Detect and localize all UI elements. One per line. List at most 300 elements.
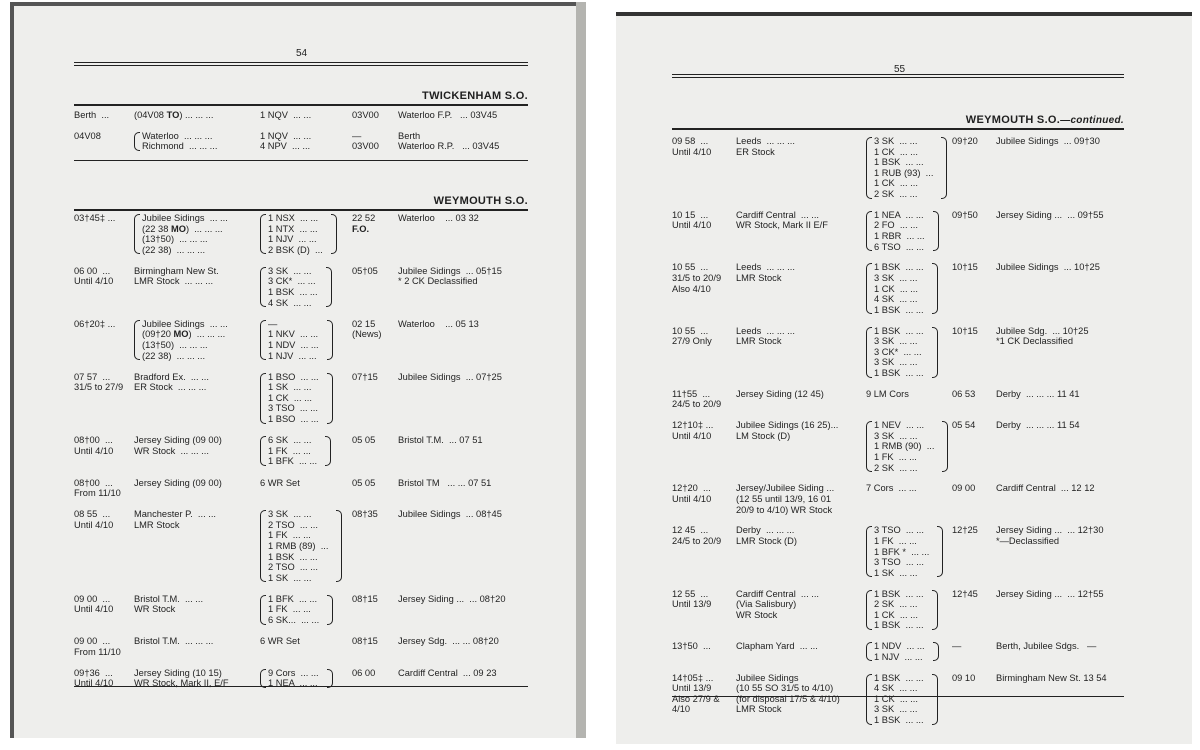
formation bbox=[866, 326, 928, 379]
departure-time bbox=[672, 389, 721, 410]
cell-line: 2 FO ... ... bbox=[874, 220, 918, 231]
cell-line: Until 4/10 bbox=[74, 445, 114, 456]
departure-time bbox=[74, 509, 113, 530]
cell-line: 09 00 ... bbox=[74, 593, 111, 604]
destination bbox=[398, 266, 502, 287]
cell-line: ER Stock ... ... ... bbox=[134, 382, 207, 393]
cell-line: 1 NDV ... ... bbox=[268, 339, 319, 350]
destination bbox=[996, 262, 1100, 273]
cell-line: (for disposal 17/5 & 4/10) bbox=[736, 693, 840, 704]
departure-time bbox=[74, 213, 115, 224]
cell-line: Jersey Siding ... ... 09†55 bbox=[996, 209, 1104, 220]
cell-line: 08†15 bbox=[352, 593, 378, 604]
destination bbox=[398, 668, 497, 679]
cell-line: 1 BSK ... ... bbox=[268, 287, 318, 298]
cell-line: 03V00 bbox=[352, 110, 379, 120]
cell-line: 1 CK ... ... bbox=[874, 283, 918, 294]
cell-line: 1 RMB (89) ... bbox=[268, 540, 329, 551]
formation bbox=[260, 636, 300, 647]
section-rule bbox=[672, 128, 1124, 130]
cell-line: Until 4/10 bbox=[74, 678, 114, 689]
cell-line: 2 SK ... ... bbox=[874, 462, 918, 473]
origin bbox=[736, 483, 834, 515]
brace bbox=[866, 421, 872, 472]
origin bbox=[134, 266, 219, 287]
cell-line: (Via Salisbury) bbox=[736, 599, 797, 610]
cell-line: (22 38) ... ... ... bbox=[142, 244, 206, 255]
cell-line: LMR Stock ... ... ... bbox=[134, 276, 214, 287]
cell-line: 1 BSK ... ... bbox=[874, 672, 924, 683]
cell-line: Until 4/10 bbox=[672, 493, 712, 504]
arrival-time bbox=[952, 641, 961, 652]
departure-time bbox=[74, 319, 115, 330]
brace bbox=[932, 327, 938, 378]
departure-time bbox=[74, 636, 121, 657]
cell-line: 12†25 bbox=[952, 525, 978, 536]
brace bbox=[327, 595, 333, 625]
departure-time bbox=[74, 372, 123, 393]
cell-line: WR Stock ... ... ... bbox=[134, 445, 209, 456]
cell-line: 1 BSK ... ... bbox=[874, 620, 924, 631]
cell-line: Waterloo ... 03 32 bbox=[398, 213, 479, 223]
cell-line: Jubilee Sidings bbox=[736, 672, 799, 683]
cell-line: 07†15 bbox=[352, 371, 378, 382]
brace bbox=[866, 137, 872, 199]
arrival-time bbox=[352, 131, 379, 152]
brace bbox=[331, 214, 337, 254]
brace bbox=[325, 436, 331, 466]
origin bbox=[134, 478, 222, 489]
cell-line: 1 NQV ... ... bbox=[260, 110, 312, 120]
cell-line: Jersey Siding (09 00) bbox=[134, 435, 222, 446]
cell-line: 1 BSK ... ... bbox=[874, 304, 924, 315]
cell-line: Until 13/9 bbox=[672, 683, 712, 694]
cell-line: (04V08 TO) ... ... ... bbox=[134, 110, 214, 120]
destination bbox=[996, 483, 1095, 494]
cell-line: 10 15 ... bbox=[672, 209, 709, 220]
formation bbox=[866, 641, 929, 662]
brace bbox=[942, 421, 948, 472]
cell-line: (13†50) ... ... ... bbox=[142, 234, 208, 245]
brace bbox=[866, 674, 872, 725]
brace bbox=[866, 211, 872, 251]
cell-line: Berth ... bbox=[74, 110, 110, 120]
brace bbox=[866, 642, 872, 661]
brace bbox=[933, 642, 939, 661]
arrival-time bbox=[952, 420, 975, 431]
destination bbox=[996, 326, 1089, 347]
origin bbox=[736, 136, 795, 157]
cell-line: Derby ... ... ... bbox=[736, 525, 795, 536]
section-end-rule bbox=[74, 686, 528, 687]
formation bbox=[866, 136, 937, 200]
arrival-time bbox=[352, 372, 378, 383]
arrival-time bbox=[352, 478, 375, 489]
brace bbox=[933, 211, 939, 251]
cell-line: Berth bbox=[398, 130, 421, 141]
cell-line: 7 Cors ... ... bbox=[866, 483, 917, 494]
cell-line: Cardiff Central ... ... bbox=[736, 209, 820, 220]
cell-line: Derby ... ... ... 11 54 bbox=[996, 420, 1080, 431]
cell-line: 3 TSO ... ... bbox=[874, 557, 924, 568]
departure-time bbox=[74, 131, 101, 142]
brace bbox=[134, 132, 140, 151]
cell-line: Until 4/10 bbox=[74, 276, 114, 287]
cell-line: Leeds ... ... ... bbox=[736, 136, 795, 146]
brace bbox=[866, 590, 872, 630]
cell-line: Jersey Siding (10 15) bbox=[134, 667, 222, 678]
destination bbox=[996, 136, 1100, 147]
cell-line: Cardiff Central ... 09 23 bbox=[398, 667, 497, 678]
brace bbox=[134, 214, 140, 254]
brace bbox=[260, 510, 266, 582]
arrival-time bbox=[352, 213, 375, 234]
cell-line: 1 NEV ... ... bbox=[874, 420, 925, 431]
cell-line: 06†20‡ ... bbox=[74, 318, 116, 329]
cell-line: 08†00 ... bbox=[74, 435, 113, 446]
page-header-rule bbox=[74, 62, 528, 63]
arrival-time bbox=[352, 636, 378, 647]
departure-time bbox=[672, 525, 721, 546]
cell-line: Jersey Siding (09 00) bbox=[134, 477, 222, 488]
brace bbox=[932, 263, 938, 314]
cell-line: 1 RMB (90) ... bbox=[874, 441, 935, 452]
cell-line: 1 BSK ... ... bbox=[874, 325, 924, 336]
departure-time bbox=[672, 420, 713, 441]
section-title: WEYMOUTH S.O.—continued. bbox=[965, 114, 1124, 126]
cell-line: 4/10 bbox=[672, 704, 691, 715]
cell-line: ER Stock bbox=[736, 146, 775, 157]
cell-line: 06 00 ... bbox=[74, 265, 111, 276]
brace bbox=[260, 373, 266, 424]
cell-line: 1 SK ... ... bbox=[268, 382, 312, 393]
origin bbox=[134, 110, 213, 121]
cell-line: 1 BFK ... ... bbox=[268, 456, 318, 467]
origin bbox=[736, 589, 819, 621]
cell-line: 08†00 ... bbox=[74, 477, 113, 488]
origin bbox=[736, 525, 797, 546]
cell-line: 1 RBR ... ... bbox=[874, 230, 925, 241]
cell-line: Also 27/9 & bbox=[672, 693, 720, 704]
cell-line: (22 38) ... ... ... bbox=[142, 350, 206, 361]
cell-line: 1 CK ... ... bbox=[874, 609, 918, 620]
cell-line: 1 SK ... ... bbox=[874, 567, 918, 578]
formation bbox=[260, 435, 321, 467]
cell-line: Until 4/10 bbox=[672, 430, 712, 441]
brace bbox=[866, 327, 872, 378]
destination bbox=[398, 131, 499, 152]
cell-line: Also 4/10 bbox=[672, 283, 711, 294]
cell-line: Jersey Siding ... ... 12†30 bbox=[996, 525, 1104, 536]
brace bbox=[260, 595, 266, 625]
cell-line: 6 WR Set bbox=[260, 636, 300, 647]
cell-line: 2 SK ... ... bbox=[874, 188, 918, 199]
cell-line: 1 FK ... ... bbox=[874, 535, 917, 546]
cell-line: 12†20 ... bbox=[672, 483, 711, 494]
cell-line: 08†15 bbox=[352, 636, 378, 647]
formation bbox=[866, 525, 933, 578]
arrival-time bbox=[952, 389, 975, 400]
arrival-time bbox=[952, 262, 978, 273]
section-title: TWICKENHAM S.O. bbox=[422, 90, 528, 102]
departure-time bbox=[672, 262, 721, 294]
formation bbox=[866, 420, 938, 473]
cell-line: Waterloo R.P. ... 03V45 bbox=[398, 141, 500, 152]
formation bbox=[260, 594, 323, 626]
cell-line: 1 CK ... ... bbox=[874, 146, 918, 157]
brace bbox=[260, 436, 266, 466]
cell-line: — bbox=[268, 318, 278, 329]
arrival-time bbox=[352, 319, 381, 340]
arrival-time bbox=[952, 326, 978, 337]
cell-line: (13†50) ... ... ... bbox=[142, 339, 208, 350]
cell-line: 1 RUB (93) ... bbox=[874, 167, 934, 178]
destination bbox=[398, 110, 497, 121]
cell-line: Jubilee Sidings ... 10†25 bbox=[996, 262, 1100, 273]
cell-line: 05 54 bbox=[952, 420, 976, 431]
formation bbox=[866, 389, 909, 400]
cell-line: 09 00 bbox=[952, 483, 976, 494]
cell-line: 6 TSO ... ... bbox=[874, 241, 924, 252]
cell-line: 4 SK ... ... bbox=[874, 683, 918, 694]
origin bbox=[736, 262, 795, 283]
cell-line: 1 NJV ... ... bbox=[874, 651, 923, 662]
cell-line: From 11/10 bbox=[74, 488, 121, 499]
cell-line: 13†50 ... bbox=[672, 641, 711, 652]
page-number: 55 bbox=[894, 64, 906, 75]
cell-line: LM Stock (D) bbox=[736, 430, 791, 441]
cell-line: 03V00 bbox=[352, 141, 379, 152]
cell-line: *1 CK Declassified bbox=[996, 336, 1073, 347]
cell-line: 1 BFK ... ... bbox=[268, 593, 318, 604]
cell-line: Bristol T.M. ... 07 51 bbox=[398, 435, 483, 446]
cell-line: 3 SK ... ... bbox=[874, 136, 918, 146]
brace bbox=[932, 674, 938, 725]
origin bbox=[736, 326, 795, 347]
cell-line: Jubilee Sidings (16 25)... bbox=[736, 420, 839, 431]
cell-line: 3 TSO ... ... bbox=[874, 525, 924, 536]
cell-line: 14†05‡ ... bbox=[672, 672, 714, 683]
formation bbox=[260, 478, 300, 489]
departure-time bbox=[74, 110, 109, 121]
cell-line: 09 58 ... bbox=[672, 136, 709, 146]
destination bbox=[996, 673, 1107, 684]
cell-line: LMR Stock bbox=[736, 704, 782, 715]
cell-line: 12 45 ... bbox=[672, 525, 709, 536]
cell-line: 1 NQV ... ... bbox=[260, 130, 312, 141]
formation bbox=[866, 262, 928, 315]
destination bbox=[996, 420, 1080, 431]
cell-line: Leeds ... ... ... bbox=[736, 325, 795, 336]
cell-line: 4 SK ... ... bbox=[874, 294, 918, 305]
cell-line: 1 CK ... ... bbox=[874, 693, 918, 704]
departure-time bbox=[672, 641, 711, 652]
cell-line: Jersey Siding (12 45) bbox=[736, 388, 824, 399]
page-header-rule bbox=[672, 77, 1124, 78]
formation bbox=[866, 483, 917, 494]
cell-line: Waterloo ... ... ... bbox=[142, 130, 213, 141]
cell-line: WR Stock, Mark II E/F bbox=[736, 220, 828, 231]
cell-line: LMR Stock bbox=[736, 272, 782, 283]
formation bbox=[260, 131, 311, 152]
cell-line: 1 NSX ... ... bbox=[268, 213, 319, 223]
cell-line: 1 CK ... ... bbox=[268, 392, 312, 403]
arrival-time bbox=[352, 668, 375, 679]
cell-line: 1 NJV ... ... bbox=[268, 350, 317, 361]
arrival-time bbox=[952, 525, 978, 536]
cell-line: Jubilee Sidings ... ... bbox=[142, 213, 228, 223]
cell-line: 02 15 bbox=[352, 318, 376, 329]
cell-line: 1 NKV ... ... bbox=[268, 329, 319, 340]
cell-line: 3 SK ... ... bbox=[268, 265, 312, 276]
destination bbox=[996, 589, 1104, 600]
arrival-time bbox=[952, 136, 978, 147]
cell-line: Leeds ... ... ... bbox=[736, 262, 795, 273]
cell-line: 1 NEA ... ... bbox=[268, 678, 318, 689]
cell-line: 1 BSK ... ... bbox=[874, 588, 924, 599]
origin bbox=[736, 389, 824, 400]
formation bbox=[260, 372, 323, 425]
origin bbox=[134, 372, 209, 393]
cell-line: — bbox=[952, 641, 962, 652]
cell-line: * 2 CK Declassified bbox=[398, 276, 478, 287]
cell-line: 03†45‡ ... bbox=[74, 213, 116, 223]
cell-line: 1 FK ... ... bbox=[268, 604, 311, 615]
destination bbox=[398, 636, 499, 647]
cell-line: (10 55 SO 31/5 to 4/10) bbox=[736, 683, 834, 694]
cell-line: 31/5 to 27/9 bbox=[74, 382, 124, 393]
brace bbox=[336, 510, 342, 582]
cell-line: 1 BSK ... ... bbox=[874, 714, 924, 725]
cell-line: 3 CK* ... ... bbox=[874, 346, 922, 357]
origin bbox=[134, 131, 221, 152]
brace bbox=[326, 267, 332, 307]
cell-line: Until 4/10 bbox=[74, 519, 114, 530]
cell-line: 1 BSK ... ... bbox=[874, 367, 924, 378]
cell-line: Bristol TM ... ... 07 51 bbox=[398, 477, 492, 488]
arrival-time bbox=[952, 673, 975, 684]
cell-line: 22 52 bbox=[352, 213, 376, 223]
formation bbox=[260, 319, 323, 361]
arrival-time bbox=[952, 589, 978, 600]
brace bbox=[866, 526, 872, 577]
cell-line: *—Declassified bbox=[996, 535, 1060, 546]
cell-line: 4 NPV ... ... bbox=[260, 141, 311, 152]
cell-line: 1 NJV ... ... bbox=[268, 234, 317, 245]
page-number: 54 bbox=[296, 48, 308, 59]
cell-line: Jubilee Sidings ... 09†30 bbox=[996, 136, 1100, 146]
cell-line: 6 WR Set bbox=[260, 477, 300, 488]
cell-line: Bristol T.M. ... ... bbox=[134, 593, 204, 604]
cell-line: Jersey Siding ... ... 12†55 bbox=[996, 588, 1104, 599]
destination bbox=[996, 525, 1104, 546]
arrival-time bbox=[952, 210, 978, 221]
formation bbox=[866, 673, 928, 726]
cell-line: 2 SK ... ... bbox=[874, 599, 918, 610]
formation bbox=[260, 509, 332, 583]
cell-line: 09 00 ... bbox=[74, 636, 111, 647]
section-rule bbox=[74, 209, 528, 211]
formation bbox=[866, 210, 929, 252]
brace bbox=[327, 320, 333, 360]
cell-line: Jersey Siding ... ... 08†20 bbox=[398, 593, 506, 604]
cell-line: 20/9 to 4/10) WR Stock bbox=[736, 504, 833, 515]
cell-line: Jubilee Sidings ... 05†15 bbox=[398, 265, 502, 276]
cell-line: 9 LM Cors bbox=[866, 388, 909, 399]
cell-line: 08†35 bbox=[352, 509, 378, 520]
section-end-rule bbox=[672, 696, 1124, 697]
cell-line: 1 BFK * ... ... bbox=[874, 546, 930, 557]
cell-line: Waterloo F.P. ... 03V45 bbox=[398, 110, 498, 120]
cell-line: 4 SK ... ... bbox=[268, 297, 312, 308]
brace bbox=[260, 320, 266, 360]
cell-line: Bradford Ex. ... ... bbox=[134, 371, 209, 382]
destination bbox=[398, 594, 506, 605]
cell-line: 05†05 bbox=[352, 265, 378, 276]
cell-line: WR Stock, Mark II, E/F bbox=[134, 678, 229, 689]
cell-line: Jersey/Jubilee Siding ... bbox=[736, 483, 835, 494]
origin bbox=[736, 673, 840, 715]
origin bbox=[736, 210, 828, 231]
arrival-time bbox=[952, 483, 975, 494]
cell-line: 1 NEA ... ... bbox=[874, 209, 924, 220]
arrival-time bbox=[352, 509, 378, 520]
cell-line: 1 FK ... ... bbox=[268, 530, 311, 541]
cell-line: 1 BSO ... ... bbox=[268, 371, 319, 382]
cell-line: F.O. bbox=[352, 223, 370, 234]
brace bbox=[327, 373, 333, 424]
cell-line: 1 CK ... ... bbox=[874, 178, 918, 189]
cell-line: WR Stock bbox=[736, 609, 778, 620]
departure-time bbox=[74, 266, 113, 287]
cell-line: Bristol T.M. ... ... ... bbox=[134, 636, 214, 647]
formation bbox=[260, 110, 311, 121]
destination bbox=[398, 372, 502, 383]
arrival-time bbox=[352, 594, 378, 605]
cell-line: 10†15 bbox=[952, 325, 978, 336]
origin bbox=[134, 213, 232, 255]
cell-line: 09†36 ... bbox=[74, 667, 113, 678]
cell-line: 1 BSO ... ... bbox=[268, 414, 319, 425]
cell-line: LMR Stock (D) bbox=[736, 535, 797, 546]
cell-line: 1 NDV ... ... bbox=[874, 641, 925, 652]
brace bbox=[866, 263, 872, 314]
cell-line: Cardiff Central ... ... bbox=[736, 588, 820, 599]
cell-line: 3 SK ... ... bbox=[874, 336, 918, 347]
cell-line: Richmond ... ... ... bbox=[142, 141, 218, 152]
cell-line: Until 4/10 bbox=[672, 146, 712, 157]
cell-line: 3 SK ... ... bbox=[874, 357, 918, 368]
cell-line: 10 55 ... bbox=[672, 262, 709, 273]
cell-line: Clapham Yard ... ... bbox=[736, 641, 818, 652]
cell-line: (12 55 until 13/9, 16 01 bbox=[736, 493, 832, 504]
destination bbox=[996, 210, 1104, 221]
destination bbox=[398, 478, 491, 489]
destination bbox=[398, 435, 483, 446]
right-page bbox=[616, 12, 1192, 744]
destination bbox=[398, 319, 479, 330]
cell-line: Until 4/10 bbox=[74, 604, 114, 615]
departure-time bbox=[672, 326, 712, 347]
origin bbox=[134, 636, 213, 647]
cell-line: 1 BSK ... ... bbox=[268, 551, 318, 562]
departure-time bbox=[74, 594, 113, 615]
origin bbox=[134, 594, 203, 615]
departure-time bbox=[672, 673, 720, 715]
left-page bbox=[10, 2, 586, 738]
cell-line: 6 SK... ... ... bbox=[268, 615, 320, 626]
cell-line: Until 4/10 bbox=[672, 220, 712, 231]
